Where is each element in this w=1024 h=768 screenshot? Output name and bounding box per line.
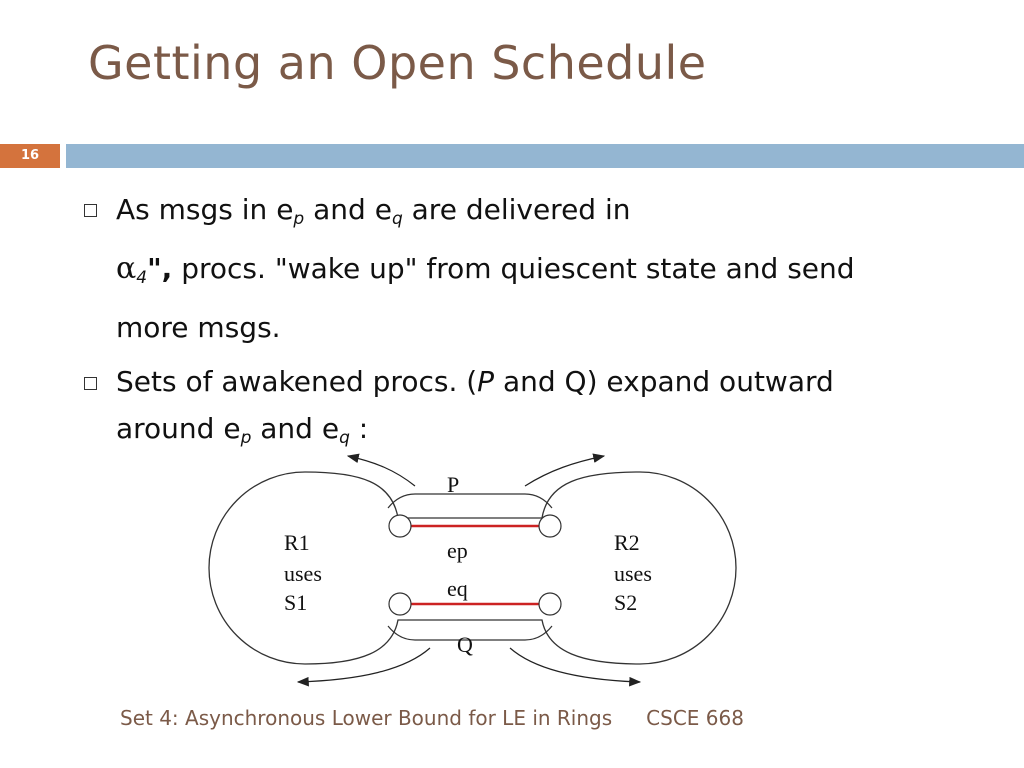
bullet-item [84,185,924,352]
arrow-bottom-left [298,648,430,682]
node [539,515,561,537]
subscript: q [391,209,403,229]
bullet-text: and e [304,193,392,226]
arrow-top-right [525,456,604,486]
arrow-top-left [348,456,415,486]
node [389,515,411,537]
alpha-symbol: α [116,251,137,286]
bullet-text: and e [251,412,340,445]
bullet-square-icon [84,377,97,390]
subscript: q [339,428,350,448]
bullet-text: are delivered in [402,193,631,226]
ring-diagram [200,440,760,690]
slide-title: Getting an Open Schedule [88,36,707,90]
ring-label: S1 [284,590,308,615]
footer-course: CSCE 668 [646,706,744,730]
ring-label: uses [614,561,652,586]
bullet-text: procs. "wake up" from quiescent state and send more msgs. [116,252,855,344]
quote-mark: ", [147,252,173,285]
inner-top-line [388,494,552,508]
label-q: Q [457,632,473,657]
bullet-list [84,185,924,462]
bullet-text: : [349,412,369,445]
label-p: P [447,472,460,497]
arrow-bottom-right [510,648,640,682]
bullet-text: As msgs in e [116,193,294,226]
ring-label: S2 [614,590,638,615]
subscript: 4 [136,268,148,288]
footer-set-text: Set 4: Asynchronous Lower Bound for LE in Rings [120,706,613,730]
slide-number: 16 [0,144,60,168]
ring-label: R1 [284,530,310,555]
ring-label: R2 [614,530,640,555]
node [389,593,411,615]
footer [120,706,744,730]
label-eq: eq [447,576,468,601]
header-bar [66,144,1024,168]
subscript: p [293,209,305,229]
node [539,593,561,615]
subscript: p [240,428,252,448]
ring-label: uses [284,561,322,586]
bullet-text: and Q) expand outward around e [116,365,834,445]
bullet-square-icon [84,204,97,217]
bullet-text: Sets of awakened procs. ( [116,365,478,398]
italic-p: P [477,365,495,398]
label-ep: ep [447,538,468,563]
